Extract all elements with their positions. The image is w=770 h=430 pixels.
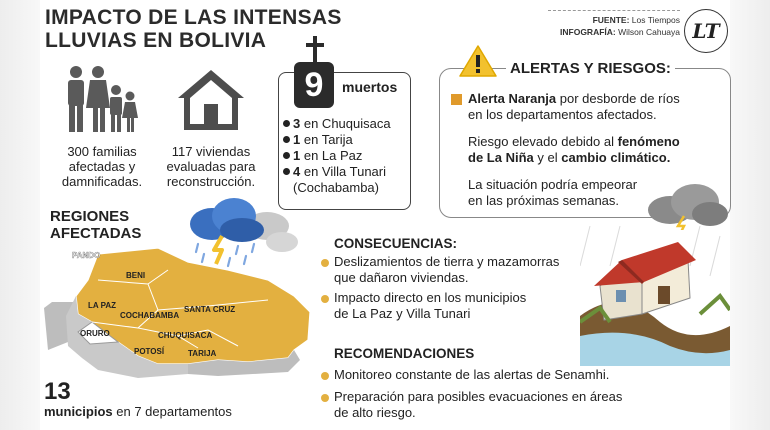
alert-paragraph-2 (468, 134, 726, 166)
alerts-title: ALERTAS Y RIESGOS: (506, 60, 675, 77)
municipalities-text (44, 404, 232, 419)
recommendation-item-1: Monitoreo constante de las alertas de Senamhi. (334, 367, 610, 382)
death-place: en Tarija (303, 132, 353, 147)
map-label-chuquisaca: CHUQUISACA (158, 331, 213, 340)
map-label-oruro: ORURO (80, 329, 110, 338)
death-item-villa-tunari (283, 164, 411, 180)
map-label-potosi: POTOSÍ (134, 347, 165, 356)
consequence-2-line2: de La Paz y Villa Tunari (334, 306, 471, 321)
deaths-label: muertos (342, 79, 398, 95)
map-label-beni: BENI (126, 271, 146, 280)
municipalities-bold: municipios (44, 404, 113, 419)
death-place: en La Paz (303, 148, 363, 163)
consequence-2-line1: Impacto directo en los municipios (334, 290, 527, 305)
homes-line-2: evaluadas para (166, 159, 256, 174)
map-label-tarija: TARIJA (188, 349, 217, 358)
death-item-la-paz (283, 148, 411, 164)
map-label-cochabamba: COCHABAMBA (120, 311, 180, 320)
death-item-extra: (Cochabamba) (293, 180, 379, 195)
consequence-bullet-2 (321, 295, 329, 303)
credits-divider (548, 10, 680, 11)
alert-p3-line2: en las próximas semanas. (468, 193, 620, 208)
map-label-pando: PANDO (72, 251, 101, 260)
alert-p2-line1: Riesgo elevado debido al (468, 134, 614, 149)
damaged-house-icon (580, 226, 730, 366)
families-line-1: 300 familias (67, 144, 137, 159)
left-edge (0, 0, 40, 430)
homes-stat (150, 144, 272, 189)
map-label-santa-cruz: SANTA CRUZ (184, 305, 236, 314)
death-count: 4 (293, 164, 301, 179)
homes-line-3: reconstrucción. (166, 174, 256, 189)
death-place: en Chuquisaca (303, 116, 391, 131)
death-item-chuquisaca (283, 116, 411, 132)
alert-orange-label: Alerta Naranja (468, 91, 557, 106)
municipalities-rest: en 7 departamentos (116, 404, 232, 419)
grey-cloud-icon (640, 180, 730, 230)
consequence-bullet-1 (321, 259, 329, 267)
right-edge (730, 0, 770, 430)
title-line-2: LLUVIAS EN BOLIVIA (45, 29, 267, 52)
recommendations-title: RECOMENDACIONES (334, 346, 475, 361)
deaths-list (283, 116, 411, 196)
cross-icon (304, 36, 326, 64)
house-icon (176, 68, 246, 132)
death-count: 3 (293, 116, 301, 131)
homes-line-1: 117 viviendas (171, 144, 251, 159)
consequences-title: CONSECUENCIAS: (334, 236, 458, 251)
death-count: 1 (293, 148, 301, 163)
municipalities-count: 13 (44, 378, 71, 405)
regions-title (50, 208, 141, 242)
recommendation-2-line2: de alto riesgo. (334, 405, 416, 420)
family-icon (62, 64, 142, 136)
families-line-3: damnificadas. (61, 174, 143, 189)
recommendation-2-line1: Preparación para posibles evacuaciones en áreas (334, 389, 623, 404)
regions-title-line2: AFECTADAS (50, 225, 142, 242)
title-line-1: IMPACTO DE LAS INTENSAS (45, 6, 342, 29)
recommendation-bullet-1 (321, 372, 329, 380)
bullet (283, 120, 290, 127)
families-line-2: afectadas y (68, 159, 136, 174)
bullet (283, 168, 290, 175)
bullet (283, 136, 290, 143)
infographic-value: Wilson Cahuaya (618, 27, 680, 37)
consequence-item-1 (334, 254, 594, 286)
alert-p3-line1: La situación podría empeorar (468, 177, 638, 192)
death-place: en Villa Tunari (303, 164, 387, 179)
deaths-count: 9 (294, 62, 334, 108)
alert-p1-rest: por desborde de ríos (559, 91, 680, 106)
alert-p2-bold2: de La Niña (468, 150, 534, 165)
bullet (283, 152, 290, 159)
death-count: 1 (293, 132, 301, 147)
source-value: Los Tiempos (631, 15, 680, 25)
map-label-la-paz: LA PAZ (88, 301, 116, 310)
recommendation-bullet-2 (321, 394, 329, 402)
families-stat (42, 144, 162, 189)
alert-paragraph-1 (468, 91, 726, 123)
death-item-tarija (283, 132, 411, 148)
recommendation-item-2 (334, 389, 694, 421)
infographic-label: INFOGRAFÍA: (560, 27, 616, 37)
alert-p2-mid: y el (537, 150, 558, 165)
credits (560, 14, 680, 38)
alert-orange-square (451, 94, 462, 105)
consequence-1-line1: Deslizamientos de tierra y mazamorras (334, 254, 560, 269)
alert-p1-line2: en los departamentos afectados. (468, 107, 657, 122)
alert-p2-bold1: fenómeno (617, 134, 680, 149)
newspaper-logo: LT (684, 9, 728, 53)
alert-p2-bold3: cambio climático. (561, 150, 671, 165)
source-label: FUENTE: (592, 15, 630, 25)
bolivia-map (38, 240, 328, 385)
consequence-item-2 (334, 290, 594, 322)
regions-title-line1: REGIONES (50, 208, 130, 225)
consequence-1-line2: que dañaron viviendas. (334, 270, 469, 285)
warning-icon (458, 44, 498, 78)
